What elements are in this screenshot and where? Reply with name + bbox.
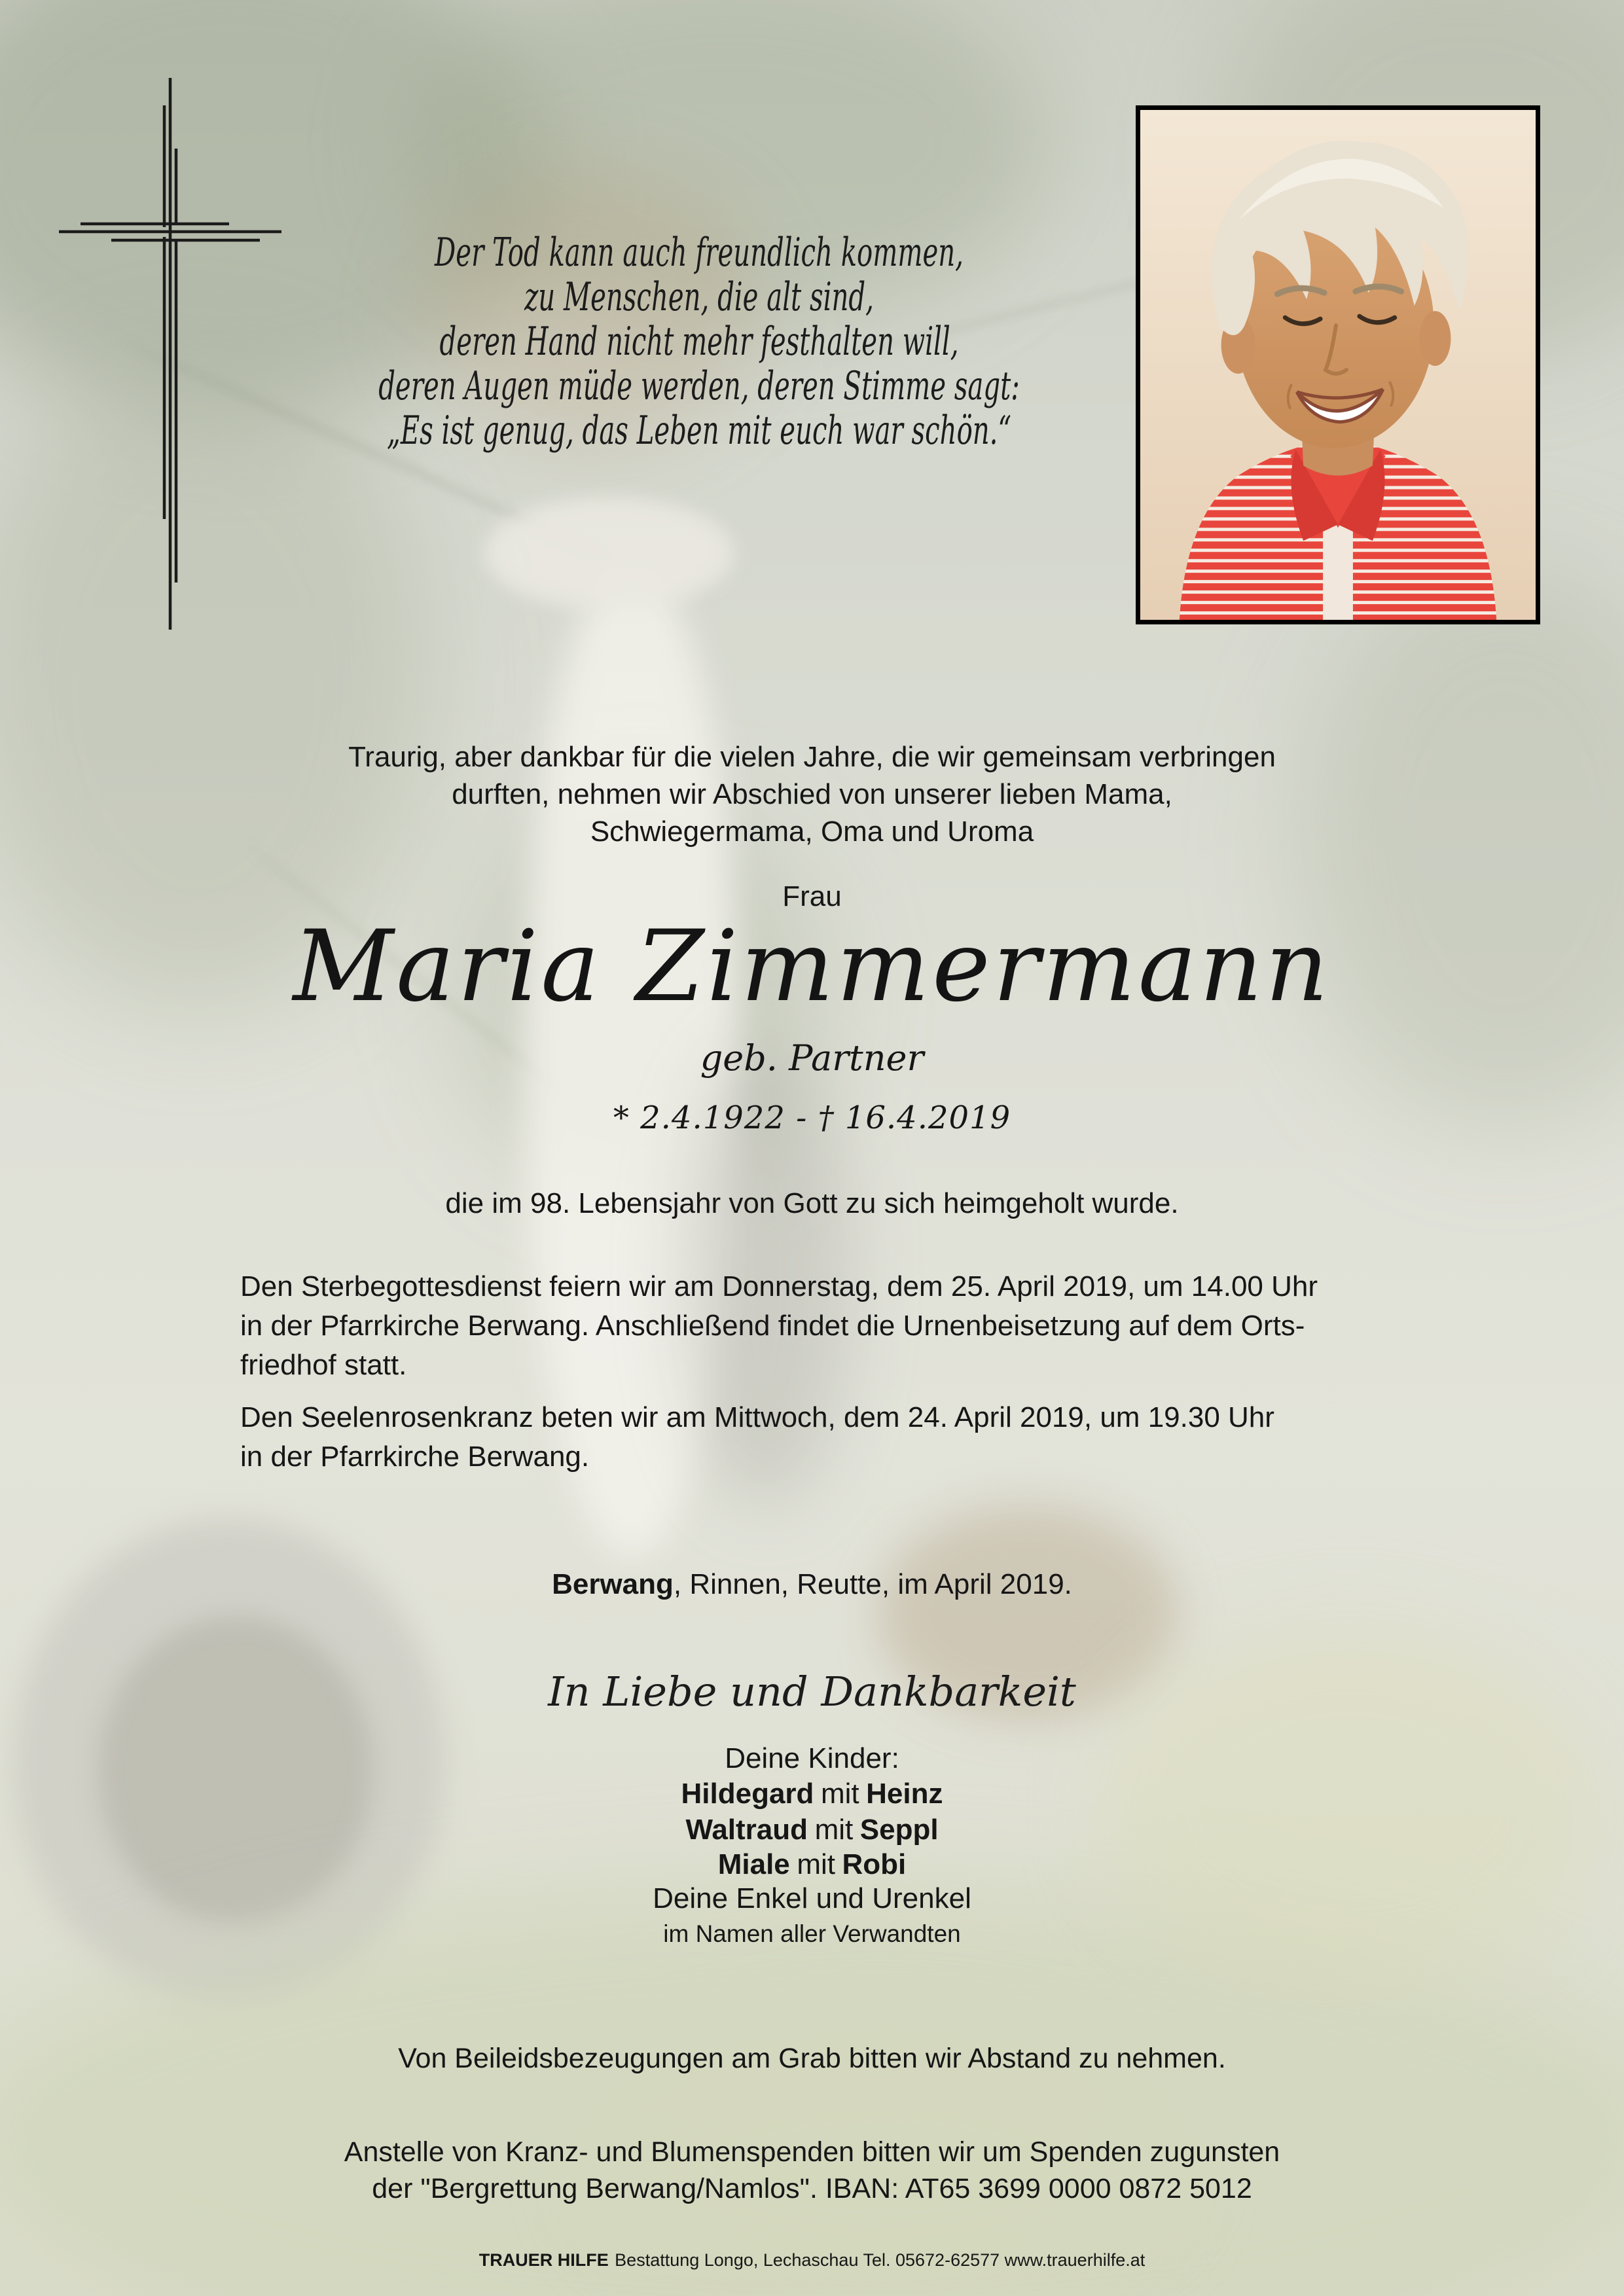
child-partner: Robi [842, 1848, 907, 1880]
salutation: Frau [782, 880, 842, 912]
intro-line: durften, nehmen wir Abschied von unserer lieben Mama, [452, 778, 1172, 810]
grandchildren-line: Deine Enkel und Urenkel [653, 1882, 971, 1914]
child-partner: Seppl [859, 1814, 939, 1846]
memorial-poem [175, 230, 1223, 453]
poem-line: „Es ist genug, das Leben mit euch war schön.“ [387, 408, 1011, 454]
deceased-name: Maria Zimmermann [293, 910, 1331, 1024]
child-name: Hildegard [681, 1778, 814, 1810]
rosary-paragraph [240, 1398, 1392, 1477]
poem-line: deren Augen müde werden, deren Stimme sagt: [378, 363, 1020, 409]
poem-line: deren Hand nicht mehr festhalten will, [439, 319, 959, 365]
place-name: Berwang [552, 1568, 674, 1600]
poem-line: zu Menschen, die alt sind, [524, 274, 874, 320]
children-label: Deine Kinder: [725, 1742, 899, 1774]
intro-line: Traurig, aber dankbar für die vielen Jahre, die wir gemeinsam verbringen [348, 741, 1276, 773]
child-name: Waltraud [685, 1814, 808, 1846]
funeral-home-brand: TRAUER HILFE [478, 2250, 609, 2270]
child-conj: mit [820, 1778, 859, 1810]
child-conj: mit [797, 1848, 835, 1880]
life-dates: * 2.4.1922 - † 16.4.2019 [613, 1100, 1011, 1136]
paragraph-line: in der Pfarrkirche Berwang. [240, 1441, 590, 1473]
maiden-name: geb. Partner [700, 1037, 924, 1079]
paragraph-line: Den Sterbegottesdienst feiern wir am Donnerstag, dem 25. April 2019, um 14.00 Uhr [240, 1270, 1318, 1302]
paragraph-line: Den Seelenrosenkranz beten wir am Mittwoch, dem 24. April 2019, um 19.30 Uhr [240, 1401, 1274, 1433]
place-rest: , Rinnen, Reutte, im April 2019. [673, 1568, 1072, 1600]
child-line [0, 1847, 1624, 1882]
paragraph-line: in der Pfarrkirche Berwang. Anschließend findet die Urnenbeisetzung auf dem Orts- [240, 1310, 1305, 1342]
child-conj: mit [814, 1814, 854, 1846]
funeral-home-info: Bestattung Longo, Lechaschau Tel. 05672-62577 www.trauerhilfe.at [615, 2250, 1146, 2270]
child-name: Miale [717, 1848, 790, 1880]
portrait-illustration [1140, 110, 1536, 620]
intro-text [0, 738, 1624, 850]
poem-line: Der Tod kann auch freundlich kommen, [435, 230, 964, 276]
intro-line: Schwiegermama, Oma und Uroma [590, 816, 1034, 848]
funeral-home-footer [0, 2250, 1624, 2270]
age-line: die im 98. Lebensjahr von Gott zu sich heimgeholt wurde. [445, 1187, 1179, 1219]
donation-line: der "Bergrettung Berwang/Namlos". IBAN: AT65 3699 0000 0872 5012 [372, 2173, 1252, 2204]
child-line [0, 1812, 1624, 1848]
child-partner: Heinz [866, 1778, 943, 1810]
paragraph-line: friedhof statt. [240, 1349, 407, 1381]
relatives-line: im Namen aller Verwandten [663, 1920, 961, 1947]
condolence-notice: Von Beileidsbezeugungen am Grab bitten wir Abstand zu nehmen. [398, 2043, 1226, 2074]
donation-notice [0, 2134, 1624, 2207]
funeral-service-paragraph [240, 1267, 1392, 1385]
closing-phrase: In Liebe und Dankbarkeit [548, 1668, 1076, 1715]
portrait-photo [1136, 105, 1540, 624]
place-date-line [0, 1568, 1624, 1601]
donation-line: Anstelle von Kranz- und Blumenspenden bitten wir um Spenden zugunsten [344, 2136, 1280, 2168]
child-line [0, 1776, 1624, 1812]
